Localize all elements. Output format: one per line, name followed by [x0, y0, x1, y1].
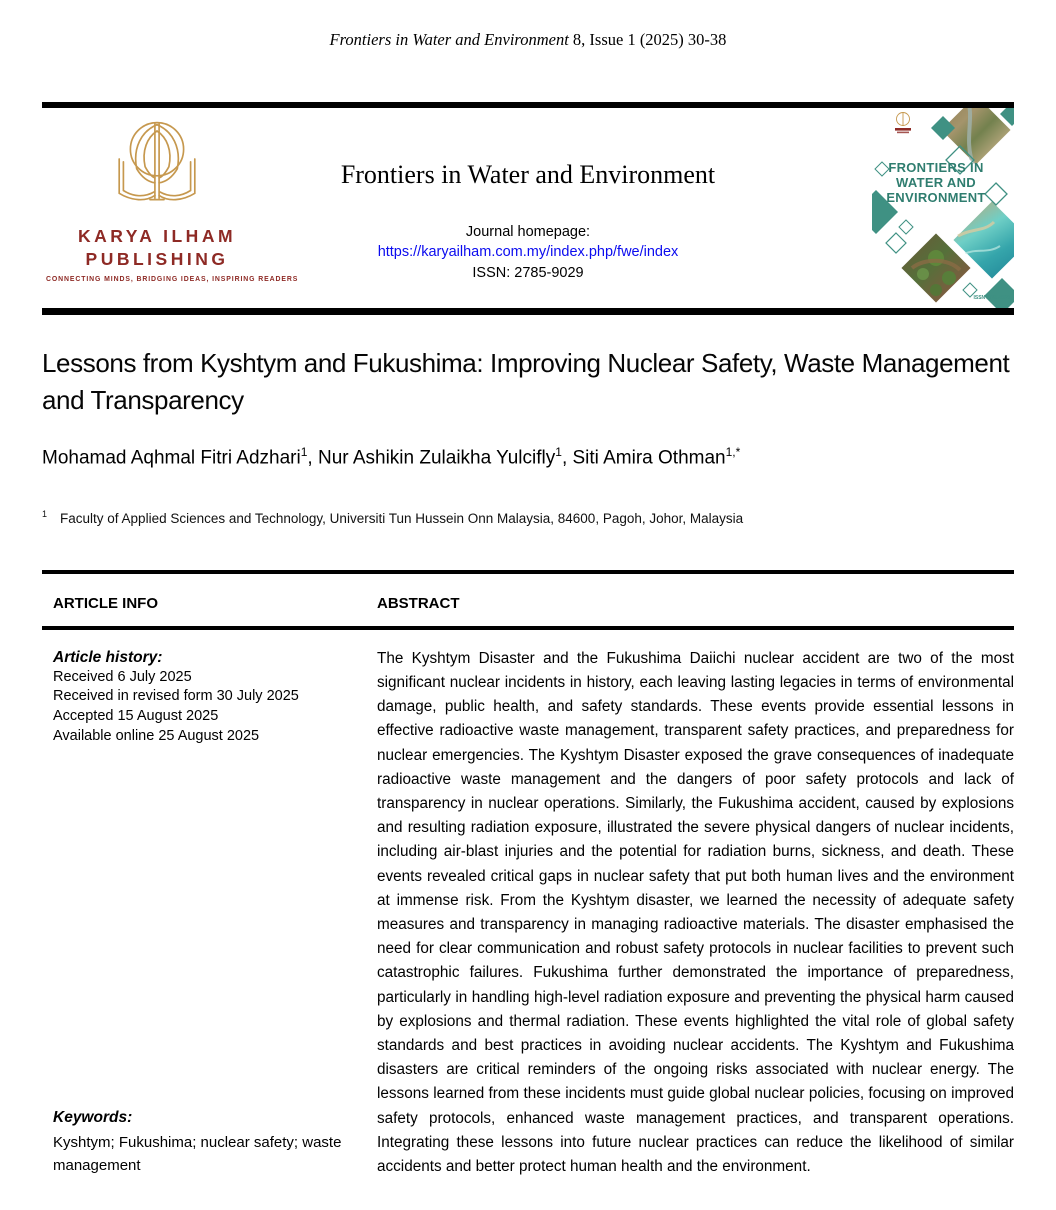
masthead — [42, 108, 1014, 308]
masthead-divider-bar — [42, 308, 1014, 315]
history-revised: Received in revised form 30 July 2025 — [53, 688, 299, 705]
affiliation-number: 1 — [42, 509, 48, 520]
article-title: Lessons from Kyshtym and Fukushima: Improving Nuclear Safety, Waste Management and Transparency — [42, 348, 1010, 415]
masthead-center — [42, 108, 1014, 283]
publisher-name-line2: PUBLISHING — [85, 248, 229, 269]
author-1-affmark: 1 — [300, 445, 308, 459]
homepage-link[interactable]: https://karyailham.com.my/index.php/fwe/index — [377, 244, 679, 260]
cover-mini-logo — [895, 113, 911, 134]
article-history-block — [53, 647, 343, 746]
authors-line — [42, 445, 1014, 469]
author-2: Nur Ashikin Zulaikha Yulcifly — [317, 447, 556, 469]
history-received: Received 6 July 2025 — [53, 668, 192, 685]
keywords-label: Keywords: — [53, 1109, 133, 1127]
keywords-text: Kyshtym; Fukushima; nuclear safety; waste management — [53, 1134, 342, 1174]
journal-ref-volume: 8, Issue 1 (2025) 30-38 — [568, 30, 727, 49]
cover-title-line3: ENVIRONMENT — [886, 190, 986, 205]
journal-issn: ISSN: 2785-9029 — [472, 265, 584, 281]
affiliation-line — [42, 509, 1014, 526]
abstract-header: ABSTRACT — [377, 594, 460, 612]
article-info-header: ARTICLE INFO — [53, 594, 158, 612]
publisher-name-line1: KARYA ILHAM — [77, 226, 237, 246]
cover-title-line1: FRONTIERS IN — [888, 160, 984, 175]
history-available: Available online 25 August 2025 — [53, 727, 260, 744]
abstract-text: The Kyshtym Disaster and the Fukushima Daiichi nuclear accident are two of the most significant nuclear incidents in history, each leaving lasting legacies in terms of environmental damage, public health, and safety standards. These events provide essential lessons in effective radioactive waste management, transparent safety practices, and preparedness for nuclear emergencies. The Kyshtym Disaster exposed the grave consequences of inadequate radioactive waste management and the dangers of poor safety protocols and lack of transparency in nuclear operations. Similarly, the Fukushima accident, caused by explosions and resulting radiation exposure, illustrated the severe physical dangers of nuclear incidents, including air-blast injuries and the potential for radiation burns, sickness, and death. These events revealed critical gaps in nuclear safety that put both human lives and the environment at immense risk. From the Kyshtym disaster, we learned the necessity of adequate safety measures and transparency in managing radioactive materials. The disaster emphasised the need for clear communication and robust safety protocols in nuclear facilities to prevent such catastrophic failures. Fukushima further demonstrated the importance of preparedness, particularly in handling high-level radiation exposure and preventing the physical harm caused by explosions and thermal radiation. These events highlighted the vital role of global safety standards and best practices in avoiding nuclear accidents. The Kyshtym and Fukushima disasters are critical reminders of the ongoing risks associated with nuclear energy. The lessons learned from these incidents must guide global nuclear policies, focusing on improved safety protocols, enhanced waste management practices, and transparent operations. Integrating these lessons into future nuclear practices can reduce the likelihood of similar accidents and better protect human health and the environment. — [377, 649, 1014, 1176]
author-1: Mohamad Aqhmal Fitri Adzhari — [42, 447, 301, 469]
article-history-label: Article history: — [53, 648, 163, 666]
running-head-journal-ref — [42, 0, 1014, 50]
author-separator: , — [307, 447, 318, 469]
author-separator: , — [561, 447, 573, 469]
history-accepted: Accepted 15 August 2025 — [53, 708, 219, 725]
cover-issn: ISSN 2785-9029 — [973, 295, 1011, 301]
author-3-affmark: 1,* — [725, 445, 741, 459]
journal-cover-thumbnail — [872, 108, 1014, 308]
keywords-block — [53, 1107, 343, 1179]
author-3: Siti Amira Othman — [572, 447, 726, 469]
cover-title-line2: WATER AND — [896, 175, 976, 190]
publisher-tagline: CONNECTING MINDS, BRIDGING IDEAS, INSPIRING READERS — [46, 275, 299, 283]
info-body-row — [42, 630, 1014, 1191]
homepage-label: Journal homepage: — [465, 224, 591, 240]
author-2-affmark: 1 — [555, 445, 562, 459]
journal-title: Frontiers in Water and Environment — [340, 160, 716, 189]
journal-ref-name: Frontiers in Water and Environment — [329, 30, 569, 49]
article-info-column — [42, 647, 377, 1179]
info-headers-row — [42, 574, 1014, 626]
affiliation-text: Faculty of Applied Sciences and Technology, Universiti Tun Hussein Onn Malaysia, 84600, Pagoh, Johor, Malaysia — [60, 510, 744, 526]
